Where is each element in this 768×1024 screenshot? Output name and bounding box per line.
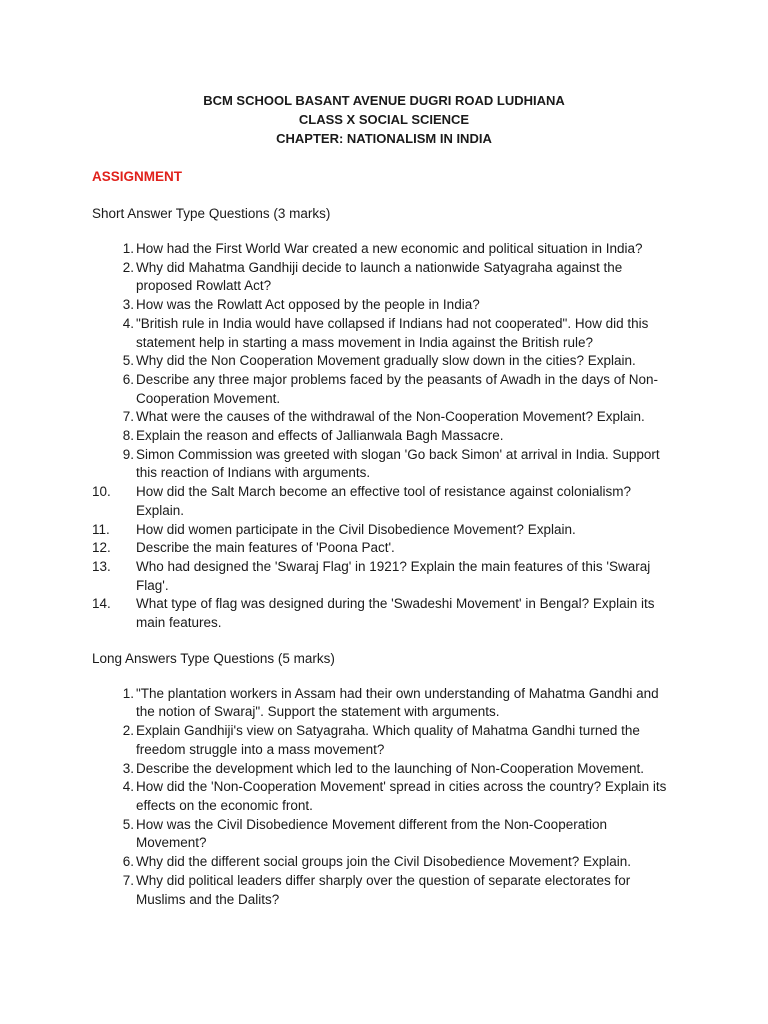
- question-text: What were the causes of the withdrawal of the Non-Cooperation Movement? Explain.: [136, 409, 645, 425]
- question-text: Why did political leaders differ sharply over the question of separate electorates for Muslims and the Dalits?: [136, 872, 631, 907]
- question-number: 4.: [122, 779, 134, 795]
- question-number: 1.: [122, 241, 134, 256]
- question-item: [92, 872, 676, 909]
- question-text: Explain Gandhiji's view on Satyagraha. Which quality of Mahatma Gandhi turned the freedom struggle into a mass movement?: [136, 723, 640, 757]
- question-text: How had the First World War created a new economic and political situation in India?: [136, 241, 643, 256]
- question-number: 7.: [122, 872, 134, 888]
- question-number: 1.: [122, 685, 134, 701]
- question-item: [92, 352, 676, 371]
- question-item: [92, 778, 676, 815]
- question-text: Simon Commission was greeted with slogan 'Go back Simon' at arrival in India. Support this reaction of Indians with arguments.: [136, 446, 660, 481]
- question-number: 3.: [122, 297, 134, 313]
- question-item: [92, 722, 676, 759]
- question-text: Why did the different social groups join the Civil Disobedience Movement? Explain.: [136, 854, 632, 870]
- question-text: How did the 'Non-Cooperation Movement' spread in cities across the country? Explain its effects on the economic front.: [136, 779, 667, 813]
- question-number: 8.: [122, 428, 134, 444]
- question-number: 3.: [122, 760, 134, 776]
- question-text: "The plantation workers in Assam had their own understanding of Mahatma Gandhi and the notion of Swaraj". Support the statement with arguments.: [136, 685, 659, 720]
- question-item: [92, 816, 676, 853]
- question-item: [92, 446, 676, 483]
- question-item: [92, 685, 676, 722]
- question-item: [92, 371, 676, 408]
- question-text: Why did the Non Cooperation Movement gradually slow down in the cities? Explain.: [136, 353, 636, 369]
- question-item: [92, 760, 676, 779]
- question-item: [92, 240, 676, 259]
- question-number: 12.: [92, 540, 111, 556]
- question-text: How was the Rowlatt Act opposed by the people in India?: [136, 297, 480, 313]
- question-number: 5.: [122, 816, 134, 832]
- question-number: 5.: [122, 353, 134, 369]
- short-answer-question-list: [92, 240, 676, 633]
- chapter-title: CHAPTER: NATIONALISM IN INDIA: [276, 131, 492, 146]
- question-text: How was the Civil Disobedience Movement different from the Non-Cooperation Movement?: [136, 816, 607, 851]
- question-number: 11.: [92, 521, 110, 537]
- question-number: 14.: [92, 596, 111, 612]
- question-item: [92, 259, 676, 296]
- question-number: 6.: [122, 854, 134, 870]
- question-text: Who had designed the 'Swaraj Flag' in 1921? Explain the main features of this 'Swaraj Flag'.: [136, 558, 651, 593]
- assignment-label: ASSIGNMENT: [92, 169, 183, 184]
- question-text: How did the Salt March become an effective tool of resistance against colonialism? Explain.: [136, 484, 632, 518]
- question-item: [92, 296, 676, 315]
- short-answer-section-title: Short Answer Type Questions (3 marks): [92, 206, 331, 221]
- question-item: [92, 521, 676, 540]
- school-name: BCM SCHOOL BASANT AVENUE DUGRI ROAD LUDHIANA: [203, 93, 565, 108]
- long-answer-section-title: Long Answers Type Questions (5 marks): [92, 650, 335, 666]
- question-item: [92, 315, 676, 352]
- question-number: 2.: [122, 259, 134, 275]
- question-number: 9.: [122, 446, 134, 462]
- question-item: [92, 595, 676, 632]
- long-answer-question-list: [92, 685, 676, 909]
- question-text: Describe any three major problems faced by the peasants of Awadh in the days of Non-Cooperation Movement.: [136, 371, 659, 406]
- question-item: [92, 408, 676, 427]
- question-item: [92, 483, 676, 520]
- question-item: [92, 427, 676, 446]
- question-number: 2.: [122, 723, 134, 739]
- question-item: [92, 853, 676, 872]
- document-header: [92, 91, 676, 148]
- question-text: Why did Mahatma Gandhiji decide to launch a nationwide Satyagraha against the proposed Rowlatt Act?: [136, 259, 623, 294]
- question-text: How did women participate in the Civil Disobedience Movement? Explain.: [136, 521, 576, 537]
- question-number: 10.: [92, 484, 111, 500]
- question-number: 7.: [122, 409, 134, 425]
- question-number: 13.: [92, 558, 111, 574]
- question-item: [92, 558, 676, 595]
- question-number: 4.: [122, 315, 134, 331]
- question-text: Describe the main features of 'Poona Pact'.: [136, 540, 395, 556]
- class-subject: CLASS X SOCIAL SCIENCE: [298, 112, 470, 127]
- question-text: "British rule in India would have collapsed if Indians had not cooperated". How did this statement help in starting a mass movement in India against the British rule?: [136, 315, 649, 350]
- question-text: Explain the reason and effects of Jallianwala Bagh Massacre.: [136, 428, 504, 444]
- question-number: 6.: [122, 371, 134, 387]
- question-text: What type of flag was designed during the 'Swadeshi Movement' in Bengal? Explain its main features.: [136, 596, 655, 631]
- question-text: Describe the development which led to the launching of Non-Cooperation Movement.: [136, 760, 645, 776]
- question-item: [92, 539, 676, 558]
